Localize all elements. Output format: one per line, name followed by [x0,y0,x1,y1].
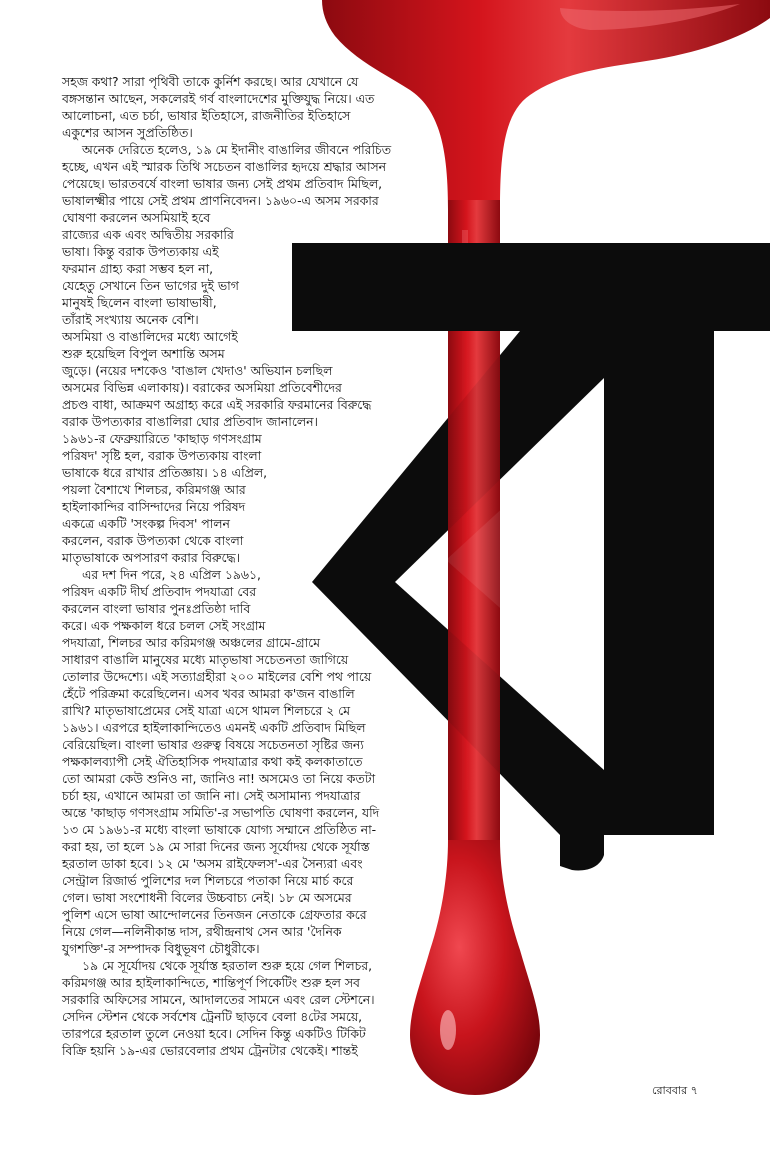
article-line: সহজ কথা? সারা পৃথিবী তাকে কুর্নিশ করছে। আর যেখানে যে [62,74,359,89]
article-line: সেন্ট্রাল রিজার্ভ পুলিশের দল শিলচরে পতাকা নিয়ে মার্চ করে [62,873,354,888]
article-line: করা হয়, তা হলে ১৯ মে সারা দিনের জন্য সূর্যোদয় থেকে সূর্যাস্ত [62,839,370,854]
article-line: ভাষা। কিন্তু বরাক উপত্যকায় এই [62,244,219,259]
article-line: শুরু হয়েছিল বিপুল অশান্তি অসম [62,346,225,361]
article-line: অসমিয়া ও বাঙালিদের মধ্যে আগেই [62,329,238,344]
article-line: করলেন, বরাক উপত্যকা থেকে বাংলা [62,533,244,548]
article-line: তো আমরা কেউ শুনিও না, জানিও না! অসমেও তা নিয়ে কতটা [62,771,376,786]
article-line: তোলার উদ্দেশ্যে। এই সত্যাগ্রহীরা ২০০ মাইলের বেশি পথ পায়ে [62,669,372,684]
blood-over-letter [448,331,500,831]
article-line: তাঁরাই সংখ্যায় অনেক বেশি। [62,312,199,327]
article-line: যেহেতু সেখানে তিন ভাগের দুই ভাগ [62,278,239,293]
article-line: হেঁটে পরিক্রমা করেছিলেন। এসব খবর আমরা ক'জন বাঙালি [62,686,355,701]
article-line: ভাষাকে ধরে রাখার প্রতিজ্ঞায়। ১৪ এপ্রিল, [62,465,268,480]
article-line: প্রচণ্ড বাধা, আক্রমণ অগ্রাহ্য করে এই সরকারি ফরমানের বিরুদ্ধে [62,397,372,412]
blood-pool [322,0,770,210]
article-line: একুশের আসন সুপ্রতিষ্ঠিত। [62,125,193,140]
article-line: পরিষদ একটি দীর্ঘ প্রতিবাদ পদযাত্রা বের [62,584,257,599]
article-line: ভাষালক্ষ্মীর পায়ে সেই প্রথম প্রাণনিবেদন। ১৯৬০-এ অসম সরকার [62,193,379,208]
article-line: অনেক দেরিতে হলেও, ১৯ মে ইদানীং বাঙালির জীবনে পরিচিত [82,142,392,157]
article-line: হাইলাকান্দির বাসিন্দাদের নিয়ে পরিষদ [62,499,246,514]
article-line: জুড়ে। (নয়ের দশকেও 'বাঙাল খেদাও' অভিযান চলছিল [62,363,333,378]
article-line: বঙ্গসন্তান আছেন, সকলেরই গর্ব বাংলাদেশের মুক্তিযুদ্ধ নিয়ে। এত [62,91,375,106]
article-line: পুলিশ এসে ভাষা আন্দোলনের তিনজন নেতাকে গ্রেফতার করে [62,907,367,922]
article-line: ফরমান গ্রাহ্য করা সম্ভব হল না, [62,261,214,276]
article-line: বরাক উপত্যকার বাঙালিরা ঘোর প্রতিবাদ জানালেন। [62,414,318,429]
drop-highlight [440,1010,456,1050]
article-line: অসমের বিভিন্ন এলাকায়)। বরাকের অসমিয়া প্রতিবেশীদের [62,380,342,395]
blood-drop [410,840,540,1095]
article-line: করলেন বাংলা ভাষার পুনঃপ্রতিষ্ঠা দাবি [62,601,251,616]
article-line: মাতৃভাষাকে অপসারণ করার বিরুদ্ধে। [62,550,241,565]
article-line: রাখি? মাতৃভাষাপ্রেমের সেই যাত্রা এসে থামল শিলচরে ২ মে [62,703,351,718]
article-line: এর দশ দিন পরে, ২৪ এপ্রিল ১৯৬১, [82,567,261,582]
article-line: রাজ্যের এক এবং অদ্বিতীয় সরকারি [62,227,234,242]
article-line: পক্ষকালব্যাপী সেই ঐতিহাসিক পদযাত্রার কথা কই কলকাতাতে [62,754,363,769]
article-line: ১৩ মে ১৯৬১-র মধ্যে বাংলা ভাষাকে যোগ্য সম্মানে প্রতিষ্ঠিত না- [62,822,377,837]
article-line: অন্তে 'কাছাড় গণসংগ্রাম সমিতি'-র সভাপতি ঘোষণা করলেন, যদি [62,805,380,820]
article-line: পদযাত্রা, শিলচর আর করিমগঞ্জ অঞ্চলের গ্রামে-গ্রামে [62,635,320,650]
article-line: পেয়েছে। ভারতবর্ষে বাংলা ভাষার জন্য সেই প্রথম প্রতিবাদ মিছিল, [62,176,383,191]
article-line: ১৯৬১। এরপরে হাইলাকান্দিতেও এমনই একটি প্রতিবাদ মিছিল [62,720,366,735]
article-line: ১৯৬১-র ফেব্রুয়ারিতে 'কাছাড় গণসংগ্রাম [62,431,262,446]
article-line: করে। এক পক্ষকাল ধরে চলল সেই সংগ্রাম [62,618,266,633]
article-line: গেল। ভাষা সংশোধনী বিলের উচ্চবাচ্য নেই। ১৮ মে অসমের [62,890,352,905]
article-line: মানুষই ছিলেন বাংলা ভাষাভাষী, [62,295,217,310]
article-line: হরতাল ডাকা হবে। ১২ মে 'অসম রাইফেলস'-এর সৈন্যরা এবং [62,856,363,871]
page-folio: রোববার ৭ [652,1084,698,1097]
article-line: সাধারণ বাঙালি মানুষের মধ্যে মাতৃভাষা সচেতনতা জাগিয়ে [62,652,349,667]
article-line: সেদিন স্টেশন থেকে সর্বশেষ ট্রেনটি ছাড়বে বেলা ৪টের সময়ে, [62,1009,363,1024]
article-line: করিমগঞ্জ আর হাইলাকান্দিতে, শান্তিপূর্ণ পিকেটিং শুরু হল সব [62,975,360,990]
article-line: বেরিয়েছিল। বাংলা ভাষার গুরুত্ব বিষয়ে সচেতনতা সৃষ্টির জন্য [62,737,364,752]
article-line: তারপরে হরতাল তুলে নেওয়া হবে। সেদিন কিন্তু একটিও টিকিট [62,1026,366,1041]
article-line: পরিষদ' সৃষ্টি হল, বরাক উপত্যকায় বাংলা [62,448,262,463]
article-line: আলোচনা, এত চর্চা, ভাষার ইতিহাসে, রাজনীতির ইতিহাসে [62,108,351,123]
article-line: ১৯ মে সূর্যোদয় থেকে সূর্যাস্ত হরতাল শুরু হয়ে গেল শিলচর, [82,958,373,973]
article-line: যুগশক্তি'-র সম্পাদক বিধুভূষণ চৌধুরীকে। [62,941,260,956]
article-line: পয়লা বৈশাখে শিলচর, করিমগঞ্জ আর [62,482,246,497]
article-line: ঘোষণা করলেন অসমিয়াই হবে [62,210,211,225]
article-line: একত্রে একটি 'সংকল্প দিবস' পালন [62,516,230,531]
article-line: নিয়ে গেল—নলিনীকান্ত দাস, রথীন্দ্রনাথ সেন আর 'দৈনিক [62,924,342,939]
article-line: হচ্ছে, এখন এই স্মারক তিথি সচেতন বাঙালির হৃদয়ে শ্রদ্ধার আসন [62,159,387,174]
article-line: চর্চা হয়, এখানে আমরা তা জানি না। সেই অসামান্য পদযাত্রার [62,788,361,803]
article-line: বিক্রি হয়নি ১৯-এর ভোরবেলার প্রথম ট্রেনটার থেকেই। শান্তই [62,1043,358,1058]
article-line: সরকারি অফিসের সামনে, আদালতের সামনে এবং রেল স্টেশনে। [62,992,375,1007]
